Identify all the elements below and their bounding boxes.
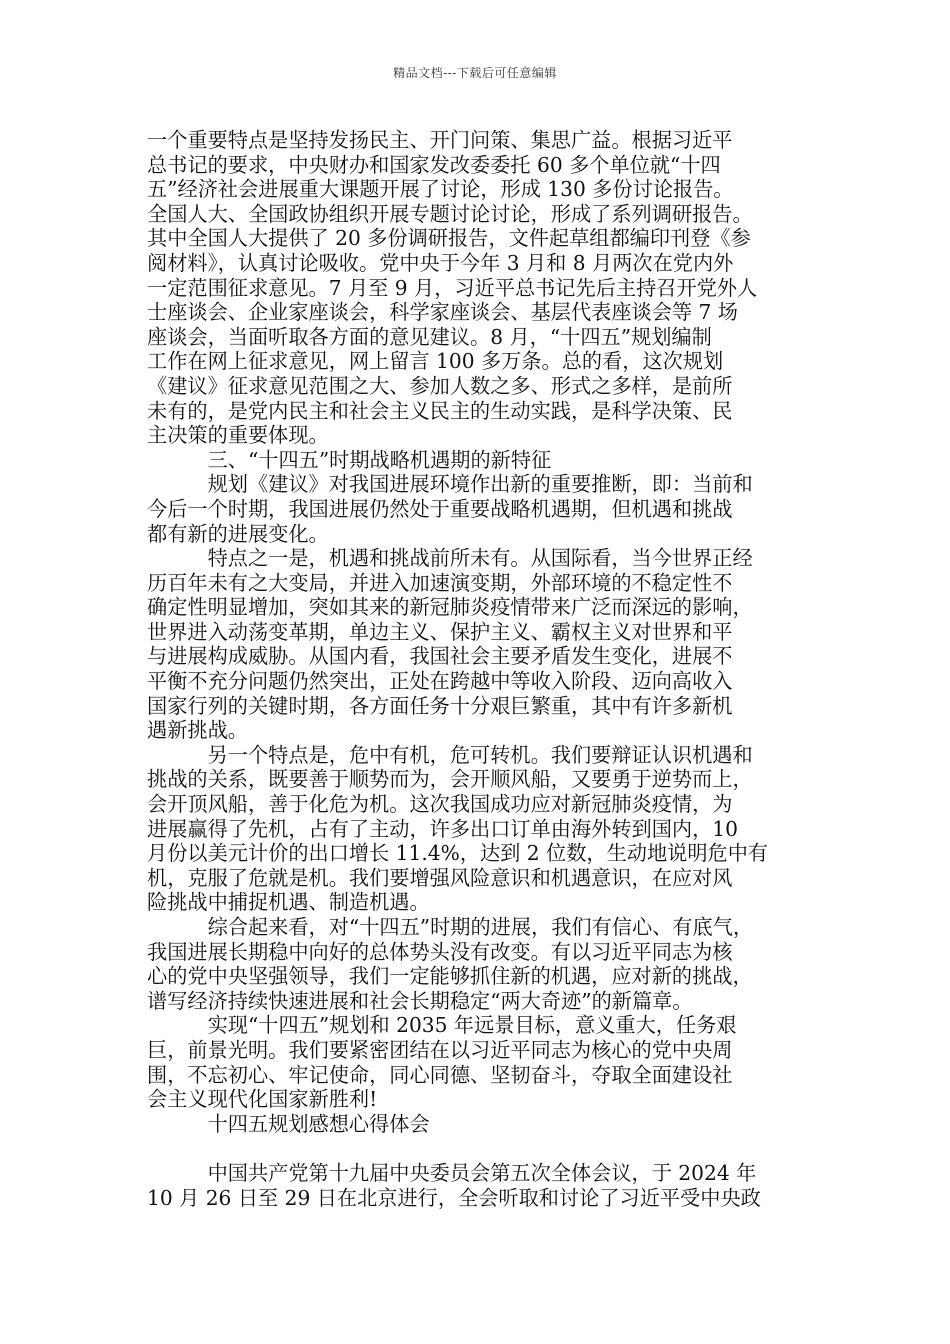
text-line: 会开顶风船，善于化危为机。这次我国成功应对新冠肺炎疫情，为 [147, 792, 733, 817]
text-line: 工作在网上征求意见，网上留言 100 多万条。总的看，这次规划 [147, 349, 724, 374]
text-line: 未有的，是党内民主和社会主义民主的生动实践，是科学决策、民 [147, 398, 733, 423]
text-line: 今后一个时期，我国进展仍然处于重要战略机遇期，但机遇和挑战 [147, 496, 733, 521]
text-line: 谱写经济持续快速进展和社会长期稳定“两大奇迹”的新篇章。 [147, 988, 693, 1013]
text-line: 五”经济社会进展重大课题开展了讨论，形成 130 多份讨论报告。 [147, 177, 734, 202]
text-line: 进展赢得了先机，占有了主动，许多出口订单由海外转到国内，10 [147, 816, 738, 841]
blank-line [147, 1136, 807, 1161]
text-line: 十四五规划感想心得体会 [147, 1111, 430, 1136]
text-line: 一个重要特点是坚持发扬民主、开门问策、集思广益。根据习近平 [147, 128, 733, 152]
text-line: 围，不忘初心、牢记使命，同心同德、坚韧奋斗，夺取全面建设社 [147, 1062, 733, 1087]
text-line: 我国进展长期稳中向好的总体势头没有改变。有以习近平同志为核 [147, 939, 733, 964]
text-line: 10 月 26 日至 29 日在北京进行，全会听取和讨论了习近平受中央政 [147, 1185, 761, 1210]
text-line: 阅材料》，认真讨论吸收。党中央于今年 3 月和 8 月两次在党内外 [147, 250, 734, 275]
text-line: 历百年未有之大变局，并进入加速演变期，外部环境的不稳定性不 [147, 570, 733, 595]
text-line: 会主义现代化国家新胜利! [147, 1087, 378, 1112]
text-line: 一定范围征求意见。7 月至 9 月，习近平总书记先后主持召开党外人 [147, 275, 758, 300]
text-line: 三、“十四五”时期战略机遇期的新特征 [147, 447, 552, 472]
text-line: 总书记的要求，中央财办和国家发改委委托 60 多个单位就“十四 [147, 152, 721, 177]
text-line: 心的党中央坚强领导，我们一定能够抓住新的机遇，应对新的挑战， [147, 964, 753, 989]
text-line: 座谈会，当面听取各方面的意见建议。8 月，“十四五”规划编制 [147, 324, 712, 349]
text-line: 另一个特点是，危中有机，危可转机。我们要辩证认识机遇和 [147, 742, 753, 767]
text-line: 中国共产党第十九届中央委员会第五次全体会议，于 2024 年 [147, 1160, 757, 1185]
text-line: 机，克服了危就是机。我们要增强风险意识和机遇意识，在应对风 [147, 865, 733, 890]
text-line: 遇新挑战。 [147, 718, 248, 743]
text-line: 士座谈会、企业家座谈会，科学家座谈会、基层代表座谈会等 7 场 [147, 300, 738, 325]
text-line: 平衡不充分问题仍然突出，正处在跨越中等收入阶段、迈向高收入 [147, 669, 733, 694]
text-line: 都有新的进展变化。 [147, 521, 329, 546]
text-line: 月份以美元计价的出口增长 11.4%，达到 2 位数，生动地说明危中有 [147, 841, 769, 866]
text-line: 全国人大、全国政协组织开展专题讨论讨论，形成了系列调研报告。 [147, 201, 753, 226]
text-line: 挑战的关系，既要善于顺势而为，会开顺风船，又要勇于逆势而上， [147, 767, 753, 792]
text-line: 综合起来看，对“十四五”时期的进展，我们有信心、有底气， [147, 915, 754, 939]
text-line: 实现“十四五”规划和 2035 年远景目标，意义重大，任务艰 [147, 1013, 737, 1038]
text-line: 世界进入动荡变革期，单边主义、保护主义、霸权主义对世界和平 [147, 619, 733, 644]
text-line: 特点之一是，机遇和挑战前所未有。从国际看，当今世界正经 [147, 546, 753, 571]
text-line: 确定性明显增加，突如其来的新冠肺炎疫情带来广泛而深远的影响， [147, 595, 753, 620]
page-header: 精品文档---下载后可任意编辑 [393, 66, 557, 80]
text-line: 国家行列的关键时期，各方面任务十分艰巨繁重，其中有许多新机 [147, 693, 733, 718]
text-line: 《建议》征求意见范围之大、参加人数之多、形式之多样，是前所 [147, 373, 733, 398]
text-line: 规划《建议》对我国进展环境作出新的重要推断，即：当前和 [147, 472, 753, 497]
text-line: 险挑战中捕捉机遇、制造机遇。 [147, 890, 430, 915]
text-line: 巨，前景光明。我们要紧密团结在以习近平同志为核心的党中央周 [147, 1037, 733, 1062]
document-body [147, 128, 807, 1210]
text-line: 与进展构成威胁。从国内看，我国社会主要矛盾发生变化，进展不 [147, 644, 733, 669]
text-line: 主决策的重要体现。 [147, 423, 329, 448]
text-line: 其中全国人大提供了 20 多份调研报告，文件起草组都编印刊登《参 [147, 226, 751, 251]
